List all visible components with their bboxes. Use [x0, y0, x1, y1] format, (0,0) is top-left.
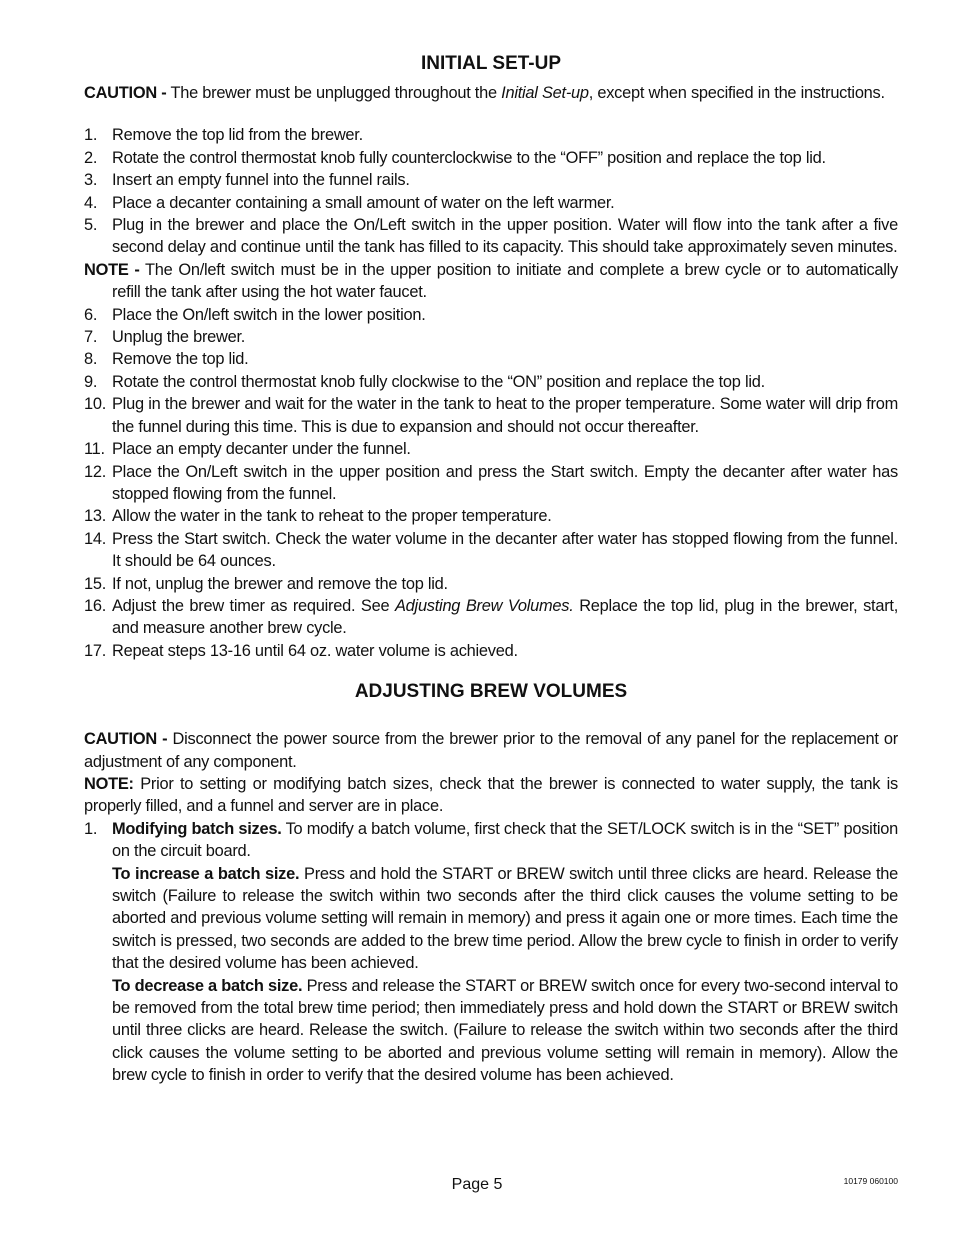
- setup-steps-list-b: [84, 304, 898, 663]
- step-text: Plug in the brewer and wait for the water in the tank to heat to the proper temperature. Some water will drip from the funnel during this time. This is due to expansion and should not occur thereafter.: [112, 395, 898, 436]
- note-paragraph: [84, 259, 898, 304]
- section-title-adjusting-brew-volumes: ADJUSTING BREW VOLUMES: [354, 681, 628, 703]
- decrease-paragraph: [112, 975, 898, 1087]
- step16-text-a: Adjust the brew timer as required. See: [112, 596, 395, 615]
- step16-italic: Adjusting Brew Volumes.: [395, 596, 574, 615]
- step-text: Place a decanter containing a small amount of water on the left warmer.: [112, 193, 615, 212]
- list-item: [84, 505, 898, 527]
- caution-label: CAUTION -: [84, 84, 167, 102]
- list-item: [84, 147, 898, 169]
- page-number: Page 5: [451, 1176, 503, 1193]
- step-number: 1.: [84, 126, 98, 145]
- step-number: 13.: [84, 507, 107, 526]
- modifying-label: Modifying batch sizes.: [112, 819, 282, 838]
- list-item: [84, 438, 898, 460]
- step-number: 17.: [84, 641, 107, 660]
- list-item: [84, 192, 898, 214]
- increase-label: To increase a batch size.: [112, 864, 300, 883]
- step-text: Rotate the control thermostat knob fully clockwise to the “ON” position and replace the top lid.: [112, 372, 765, 391]
- step-number: 11.: [84, 440, 105, 459]
- step-number: 8.: [84, 350, 98, 369]
- step-number: 9.: [84, 372, 98, 391]
- item-body: [112, 818, 898, 1087]
- step-text: Place the On/Left switch in the upper position and press the Start switch. Empty the decanter after water has stopped flowing from the funnel.: [112, 462, 898, 503]
- step-number: 16.: [84, 596, 107, 615]
- list-item: [84, 640, 898, 662]
- list-item: [84, 304, 898, 326]
- step-text: Remove the top lid.: [112, 350, 249, 369]
- caution-text-2: Disconnect the power source from the brewer prior to the removal of any panel for the replacement or adjustment of any component.: [84, 730, 898, 771]
- list-item: [84, 214, 898, 259]
- step-number: 6.: [84, 305, 98, 324]
- step-number: 10.: [84, 395, 107, 414]
- step16-text-b: Replace the top lid, plug in the brewer, start, and measure another brew cycle.: [112, 596, 899, 638]
- item-number: 1.: [84, 819, 98, 838]
- step-text: Insert an empty funnel into the funnel rails.: [112, 171, 410, 190]
- note-text: The On/left switch must be in the upper position to initiate and complete a brew cycle or to automatically refill the tank after using the hot water faucet.: [112, 260, 898, 302]
- increase-paragraph: [112, 863, 898, 975]
- brew-volume-list: [84, 818, 898, 1087]
- step-number: 12.: [84, 462, 107, 481]
- step-number: 5.: [84, 216, 98, 235]
- caution-label-2: CAUTION -: [84, 730, 168, 749]
- caution-italic: Initial Set-up: [501, 84, 589, 102]
- list-item: [84, 573, 898, 595]
- step-text: Repeat steps 13-16 until 64 oz. water volume is achieved.: [112, 641, 518, 660]
- list-item: [84, 124, 898, 146]
- list-item: [84, 371, 898, 393]
- step-number: 15.: [84, 574, 107, 593]
- caution-paragraph-2: [84, 728, 898, 773]
- modifying-paragraph: [112, 818, 898, 863]
- list-item: [84, 169, 898, 191]
- list-item: [84, 595, 898, 640]
- step-text: Place the On/left switch in the lower position.: [112, 305, 426, 324]
- note-label: NOTE -: [84, 260, 140, 279]
- list-item: [84, 528, 898, 573]
- caution-paragraph: [84, 82, 898, 104]
- increase-text: Press and hold the START or BREW switch until three clicks are heard. Release the switch (Failure to release the switch within two seconds after the third click causes the volume setting to be aborted and previous volume setting will remain in memory) and press it again one or more times. Each time the switch is pressed, two seconds are added to the brew time period. Allow the brew cycle to finish in order to verify that the desired volume has been achieved.: [112, 864, 898, 973]
- section-title-initial-setup: INITIAL SET-UP: [420, 53, 562, 74]
- document-code: 10179 060100: [843, 1176, 898, 1186]
- step-number: 2.: [84, 148, 98, 167]
- caution-text-a: The brewer must be unplugged throughout the: [166, 84, 502, 102]
- step-text: [112, 595, 898, 640]
- step-text: Place an empty decanter under the funnel.: [112, 440, 411, 459]
- document-page: [84, 52, 898, 1087]
- step-text: Allow the water in the tank to reheat to the proper temperature.: [112, 507, 552, 526]
- caution-text-b: , except when specified in the instructions.: [588, 84, 885, 102]
- decrease-label: To decrease a batch size.: [112, 976, 303, 995]
- modifying-text: To modify a batch volume, first check that the SET/LOCK switch is in the “SET” position on the circuit board.: [112, 819, 898, 861]
- note-text-2: Prior to setting or modifying batch sizes, check that the brewer is connected to water supply, the tank is properly filled, and a funnel and server are in place.: [84, 774, 898, 816]
- list-item: [84, 326, 898, 348]
- step-number: 14.: [84, 529, 107, 548]
- list-item: [84, 393, 898, 438]
- step-text: Unplug the brewer.: [112, 328, 246, 347]
- step-number: 7.: [84, 328, 98, 347]
- list-item: [84, 461, 898, 506]
- setup-steps-list-a: [84, 124, 898, 258]
- note-label-2: NOTE:: [84, 774, 134, 793]
- list-item: [84, 348, 898, 370]
- step-text: If not, unplug the brewer and remove the top lid.: [112, 574, 448, 593]
- step-text: Remove the top lid from the brewer.: [112, 126, 363, 145]
- step-number: 4.: [84, 193, 98, 212]
- step-text: Rotate the control thermostat knob fully counterclockwise to the “OFF” position and replace the top lid.: [112, 148, 826, 167]
- decrease-text: Press and release the START or BREW switch once for every two-second interval to be removed from the total brew time period; then immediately press and hold down the START or BREW switch until three clicks are heard. Release the switch. (Failure to release the switch within two seconds after the third click causes the volume setting to be aborted and previous volume setting will remain in memory). Allow the brew cycle to finish in order to verify that the desired volume has been achieved.: [112, 976, 898, 1085]
- note-paragraph-2: [84, 773, 898, 818]
- list-item: [84, 818, 898, 1087]
- step-text: Press the Start switch. Check the water volume in the decanter after water has stopped flowing from the funnel. It should be 64 ounces.: [112, 529, 898, 571]
- step-number: 3.: [84, 171, 98, 190]
- step-text: Plug in the brewer and place the On/Left switch in the upper position. Water will flow into the tank after a five second delay and continue until the tank has filled to its capacity. This should take approximately seven minutes.: [112, 216, 898, 257]
